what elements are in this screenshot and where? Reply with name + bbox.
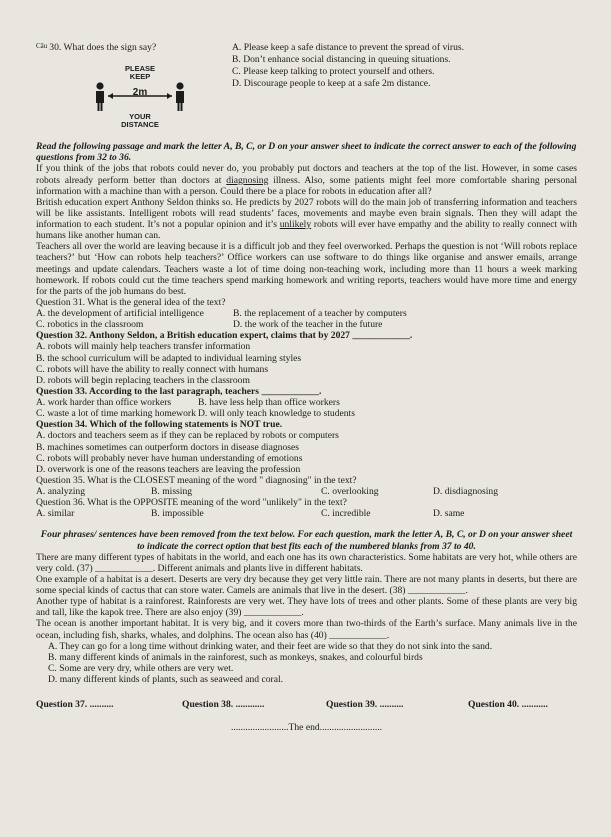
- answer-37[interactable]: Question 37. ..........: [36, 699, 114, 711]
- q35-option-d: D. disdiagnosing: [433, 486, 499, 497]
- cloze-instructions: Four phrases/ sentences have been removed from the text below. For each question, mark the letter A, B, C, or D on your answer sheet to indicate the correct option that best fits each of the numbered blanks from 37 to 40.: [40, 529, 573, 552]
- q30-option-d: D. Discourage people to keep at a safe 2m distance.: [232, 78, 431, 90]
- q34-option-d: D. overwork is one of the reasons teachers are leaving the profession: [36, 463, 301, 475]
- question-30-options: [232, 42, 464, 133]
- handwritten-mark: Câu: [36, 42, 48, 50]
- question-35: [36, 475, 577, 497]
- cloze-option-c: C. Some are very dry, while others are very wet.: [48, 662, 234, 674]
- q32-option-b: B. the school curriculum will be adapted to individual learning styles: [36, 352, 302, 364]
- q34-option-a: A. doctors and teachers seem as if they can be replaced by robots or computers: [36, 430, 339, 442]
- q30-option-c: C. Please keep talking to protect yourself and others.: [232, 66, 435, 78]
- question-30: [36, 42, 577, 133]
- sign-line-distance: DISTANCE: [121, 120, 159, 130]
- q35-option-a: A. analyzing: [36, 486, 86, 497]
- answer-39[interactable]: Question 39. ..........: [326, 699, 404, 711]
- cloze-option-d: D. many different kinds of plants, such as seaweed and coral.: [48, 674, 284, 685]
- distance-sign: [84, 63, 196, 133]
- underlined-word-diagnosing: diagnosing: [226, 174, 269, 186]
- passage-paragraph-2: British education expert Anthony Seldon thinks so. He predicts by 2027 robots will do the main job of transferring information and teachers will be like assistants. Intelligent robots will read students’ faces, movements and maybe even brain signals. Then they will adapt the information to each student. It’s not a popular opinion and it’s unlikely robots will ever have empathy and the ability to really connect with humans like another human can.: [36, 196, 577, 242]
- cloze-option-b: B. many different kinds of animals in the rainforest, such as monkeys, snakes, and colourful birds: [48, 651, 423, 663]
- sign-line-please: PLEASE: [124, 64, 155, 74]
- underlined-word-unlikely: unlikely: [279, 219, 312, 230]
- q36-option-a: A. similar: [36, 508, 75, 520]
- sign-line-your: YOUR: [129, 112, 151, 122]
- q36-option-d: D. same: [433, 508, 465, 520]
- passage-paragraph-3: Teachers all over the world are leaving because it is a difficult job and they feel overworked. Perhaps the question is not ‘Will robots replace teachers?’ but ‘How can robots help teachers?’ Office workers can use software to do things like organise and answer emails, arrange meetings and update calendars. Teachers waste a lot of time doing non-teaching work, including more than 11 hours a week marking homework. If robots could cut the time teachers spend marking homework and writing reports, teachers would have more time and energy for the parts of the job humans do best.: [36, 241, 577, 297]
- q33-option-c: C. waste a lot of time marking homework: [36, 408, 196, 420]
- cloze-paragraph-1: There are many different types of habitats in the world, and each one has its own characteristics. Some habitats are very hot, while others are very cold. (37) ____________. Different animals and plants live in different habitats.: [36, 551, 577, 574]
- q36-option-b: B. impossible: [151, 508, 204, 520]
- q35-option-b: B. missing: [151, 486, 193, 497]
- q31-head: Question 31. What is the general idea of the text?: [36, 296, 226, 308]
- q33-head: Question 33. According to the last paragraph, teachers ____________.: [36, 385, 322, 397]
- question-36: [36, 497, 577, 519]
- q36-option-c: C. incredible: [321, 508, 371, 520]
- question-33: [36, 386, 577, 419]
- answer-38[interactable]: Question 38. ............: [182, 699, 265, 711]
- q36-head: Question 36. What is the OPPOSITE meaning of the word "unlikely" in the text?: [36, 497, 347, 509]
- q31-option-c: C. robotics in the classroom: [36, 319, 144, 331]
- q30-option-b: B. Don’t enhance social distancing in queuing situations.: [232, 54, 451, 66]
- cloze-option-a: A. They can go for a long time without drinking water, and their feet are wide so that they do not sink into the sand.: [48, 640, 493, 652]
- q34-head: Question 34. Which of the following statements is NOT true.: [36, 419, 283, 431]
- q34-option-c: C. robots will probably never have human understanding of emotions: [36, 452, 303, 464]
- q35-head: Question 35. What is the CLOSEST meaning of the word " diagnosing" in the text?: [36, 474, 357, 486]
- question-32: [36, 330, 577, 386]
- q31-option-b: B. the replacement of a teacher by computers: [233, 308, 407, 319]
- question-34: [36, 419, 577, 475]
- q32-option-a: A. robots will mainly help teachers transfer information: [36, 341, 251, 353]
- answer-blanks: [36, 699, 577, 710]
- q35-option-c: C. overlooking: [321, 486, 379, 497]
- sign-line-keep: KEEP: [129, 72, 151, 82]
- q32-option-d: D. robots will begin replacing teachers in the classroom: [36, 374, 250, 386]
- cloze-paragraph-4: The ocean is another important habitat. It is very big, and it covers more than two-thirds of the Earth’s surface. Many animals live in the ocean, including fish, sharks, whales, and dolphins. The ocean also has (40) ____________.: [36, 618, 577, 641]
- question-30-left: [36, 42, 226, 133]
- reading-instructions: Read the following passage and mark the letter A, B, C, or D on your answer sheet to indicate the correct answer to each of the following questions from 32 to 36.: [36, 141, 577, 164]
- q32-head: Question 32. Anthony Seldon, a British education expert, claims that by 2027 ____________.: [36, 330, 413, 342]
- sign-distance-value: 2m: [132, 87, 148, 99]
- answer-40[interactable]: Question 40. ...........: [468, 699, 548, 711]
- q31-option-a: A. the development of artificial intelligence: [36, 308, 204, 319]
- cloze-options: [36, 641, 577, 686]
- q30-option-a: A. Please keep a safe distance to prevent the spread of virus.: [232, 42, 465, 53]
- question-30-stem: [36, 42, 226, 53]
- question-31: [36, 297, 577, 330]
- the-end: ........................The end..........................: [230, 722, 383, 734]
- cloze-paragraph-3: Another type of habitat is a rainforest. Rainforests are very wet. They have lots of trees and other plants. Some of these plants are very big and tall, like the kapok tree. There are also enjoy (39) ____________.: [36, 596, 577, 619]
- q32-option-c: C. robots will have the ability to really connect with humans: [36, 363, 269, 375]
- cloze-paragraph-2: One example of a habitat is a desert. Deserts are very dry because they get very little rain. There are not many plants in deserts, but there are some special kinds of cactus that can store water. Camels are animals that live in the desert. (38) ____________.: [36, 573, 577, 596]
- q33-option-b: B. have less help than office workers: [198, 397, 340, 408]
- q34-option-b: B. machines sometimes can outperform doctors in disease diagnoses: [36, 441, 299, 453]
- q33-option-d: D. will only teach knowledge to students: [198, 408, 355, 420]
- q33-option-a: A. work harder than office workers: [36, 397, 172, 408]
- passage-paragraph-1: If you think of the jobs that robots could never do, you probably put doctors and teachers at the top of the list. However, in some cases robots already perform better than doctors at diagnosing illness. Also, some patients might feel more comfortable sharing personal information with a machine than with a person. Could there be a place for robots in education after all?: [36, 163, 577, 197]
- question-30-text: 30. What does the sign say?: [49, 42, 157, 53]
- q31-option-d: D. the work of the teacher in the future: [233, 319, 383, 331]
